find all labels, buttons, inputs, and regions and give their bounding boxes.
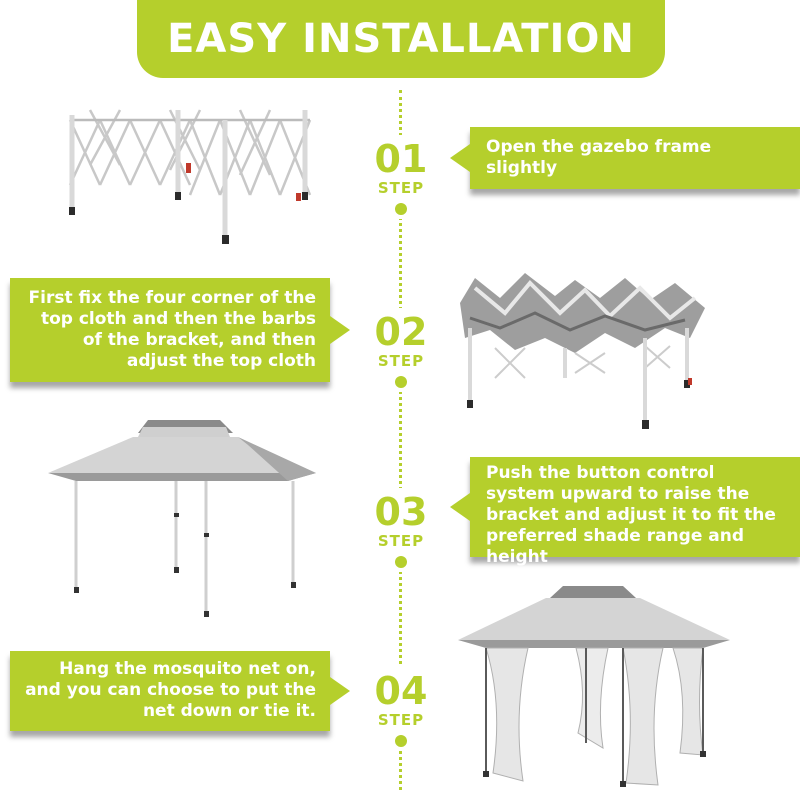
frame-with-cloth-illustration xyxy=(455,268,715,433)
step-2-marker xyxy=(356,308,446,392)
step-4-card xyxy=(10,651,330,731)
step-dot xyxy=(395,735,407,747)
step-label: STEP xyxy=(377,352,425,370)
step-dot xyxy=(395,376,407,388)
step-3-card xyxy=(470,457,800,567)
step-2-card xyxy=(10,278,330,382)
step-4-text: Hang the mosquito net on, and you can choose to put the net down or tie it. xyxy=(25,659,316,721)
page-title: EASY INSTALLATION xyxy=(167,16,635,62)
step-label: STEP xyxy=(377,532,425,550)
step-1-card xyxy=(470,127,800,189)
step-3-marker xyxy=(356,488,446,572)
gazebo-with-net-illustration xyxy=(458,583,733,788)
step-number: 04 xyxy=(374,669,428,713)
step-dot xyxy=(395,556,407,568)
step-1-marker xyxy=(356,135,446,219)
step-number: 01 xyxy=(374,137,428,181)
step-1-text: Open the gazebo frame slightly xyxy=(486,137,712,178)
step-number: 02 xyxy=(374,310,428,354)
step-dot xyxy=(395,203,407,215)
raised-gazebo-illustration xyxy=(48,415,320,620)
step-2-text: First fix the four corner of the top cloth and then the barbs of the bracket, and then adjust the top cloth xyxy=(28,288,316,371)
folded-frame-illustration xyxy=(60,95,340,250)
step-label: STEP xyxy=(377,179,425,197)
header-banner xyxy=(137,0,665,78)
step-label: STEP xyxy=(377,711,425,729)
step-4-marker xyxy=(356,667,446,751)
step-3-text: Push the button control system upward to raise the bracket and adjust it to fit the preferred shade range and height xyxy=(486,463,776,567)
step-number: 03 xyxy=(374,490,428,534)
